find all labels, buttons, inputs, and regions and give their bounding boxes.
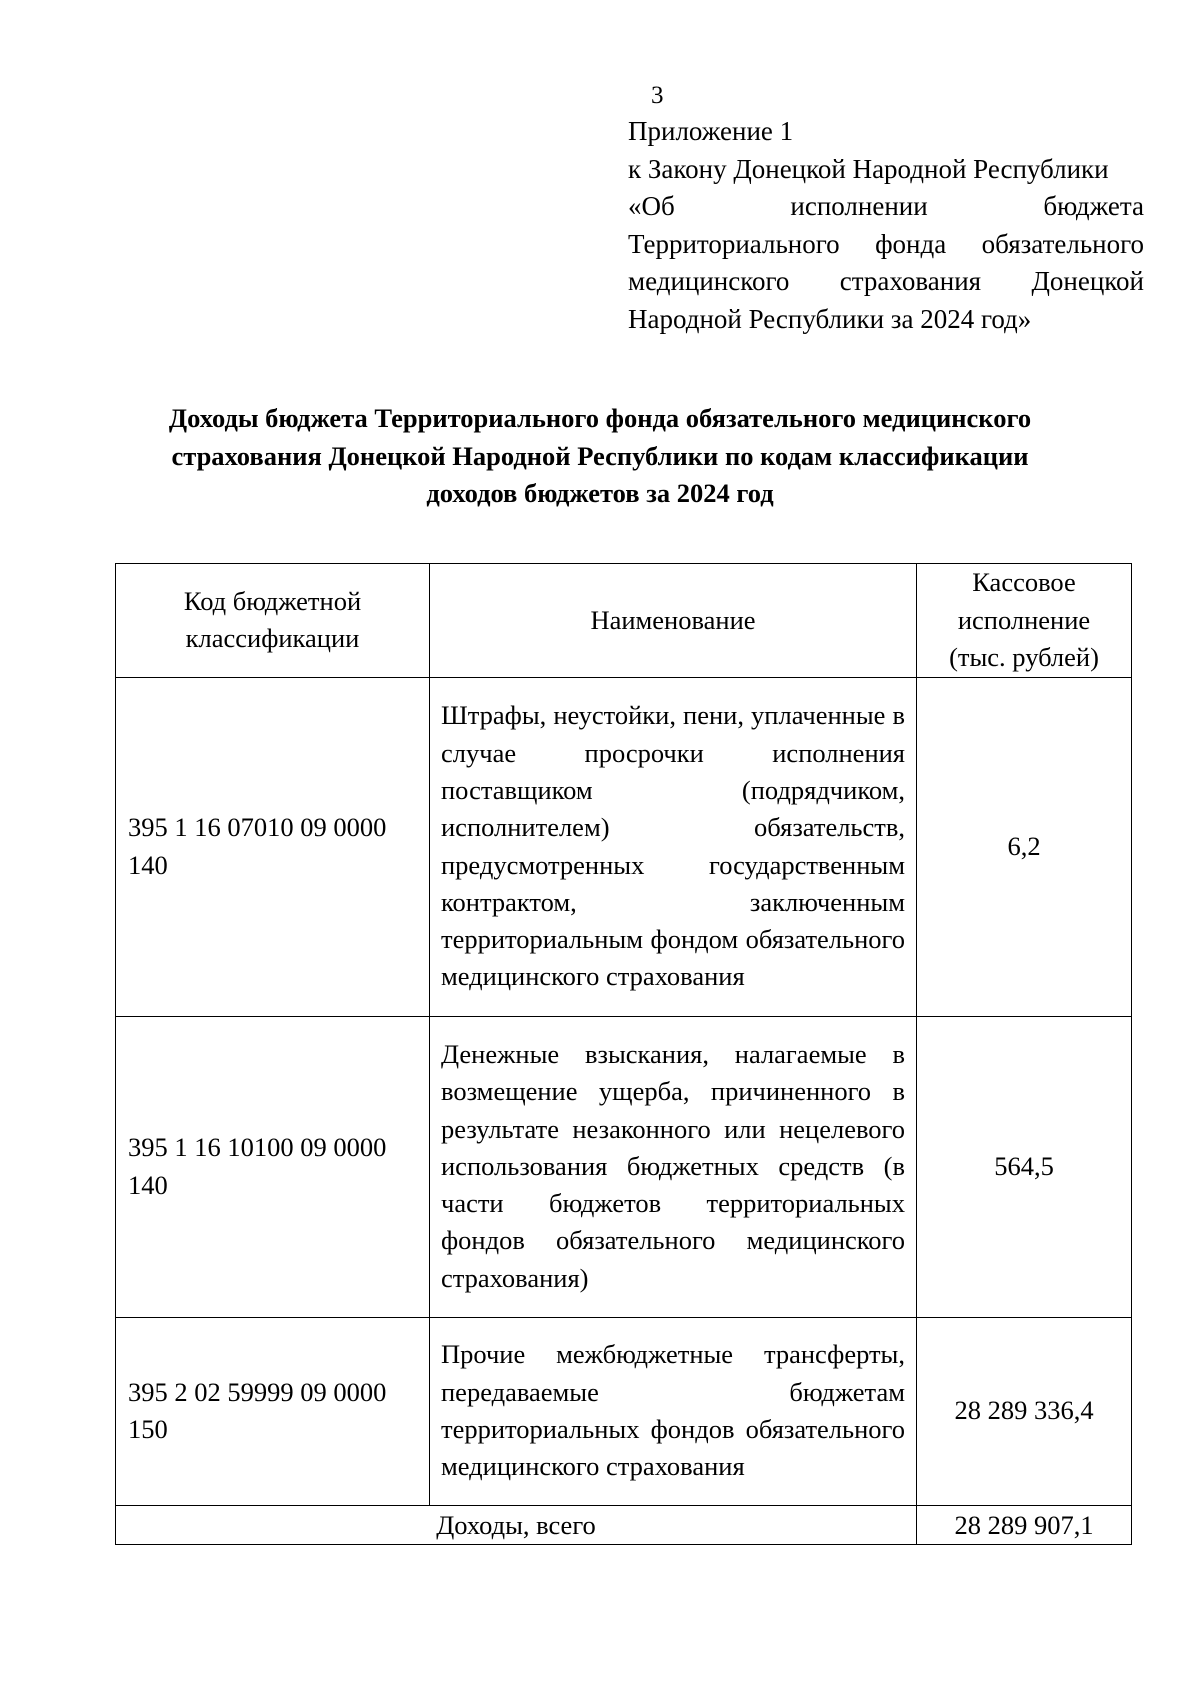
appendix-line: Народной Республики за 2024 год»	[628, 303, 1032, 334]
header-amount-text: Кассовое исполнение (тыс. рублей)	[949, 567, 1099, 672]
table-row	[116, 1016, 1132, 1317]
header-name: Наименование	[430, 564, 917, 678]
cell-code: 395 1 16 07010 09 0000 140	[116, 677, 430, 1016]
cell-amount: 6,2	[917, 677, 1132, 1016]
cell-name: Денежные взыскания, налагаемые в возмещение ущерба, причиненного в результате незаконного или нецелевого использования бюджетных средств (в части бюджетов территориальных фондов обязательного медицинского страхования)	[430, 1016, 917, 1317]
appendix-block	[628, 113, 1144, 338]
appendix-line: Территориального фонда обязательного	[628, 228, 1144, 259]
cell-name: Штрафы, неустойки, пени, уплаченные в случае просрочки исполнения поставщиком (подрядчиком, исполнителем) обязательств, предусмотренных государственным контрактом, заключенным территориальным фондом обязательного медицинского страхования	[430, 677, 917, 1016]
appendix-line: медицинского страхования Донецкой	[628, 266, 1144, 296]
title-line: доходов бюджетов за 2024 год	[426, 478, 774, 508]
page-number: 3	[651, 82, 664, 109]
total-label: Доходы, всего	[116, 1505, 917, 1544]
table-row	[116, 677, 1132, 1016]
total-amount: 28 289 907,1	[917, 1505, 1132, 1544]
title-line: страхования Донецкой Народной Республики по кодам классификации	[171, 440, 1029, 471]
table-header-row	[116, 564, 1132, 678]
cell-code: 395 2 02 59999 09 0000 150	[116, 1317, 430, 1505]
header-code-text: Код бюджетной классификации	[183, 585, 362, 654]
appendix-line: к Закону Донецкой Народной Республики	[628, 153, 1109, 184]
appendix-line: «Об исполнении бюджета	[628, 191, 1144, 221]
cell-code: 395 1 16 10100 09 0000 140	[116, 1016, 430, 1317]
cell-amount: 564,5	[917, 1016, 1132, 1317]
cell-amount: 28 289 336,4	[917, 1317, 1132, 1505]
cell-name: Прочие межбюджетные трансферты, передаваемые бюджетам территориальных фондов обязательного медицинского страхования	[430, 1317, 917, 1505]
appendix-line: Приложение 1	[628, 116, 794, 146]
document-title	[100, 400, 1100, 513]
header-amount	[917, 564, 1132, 678]
title-line: Доходы бюджета Территориального фонда обязательного медицинского	[168, 403, 1032, 433]
table-total-row	[116, 1505, 1132, 1544]
header-code	[116, 564, 430, 678]
income-table	[115, 563, 1132, 1545]
table-row	[116, 1317, 1132, 1505]
